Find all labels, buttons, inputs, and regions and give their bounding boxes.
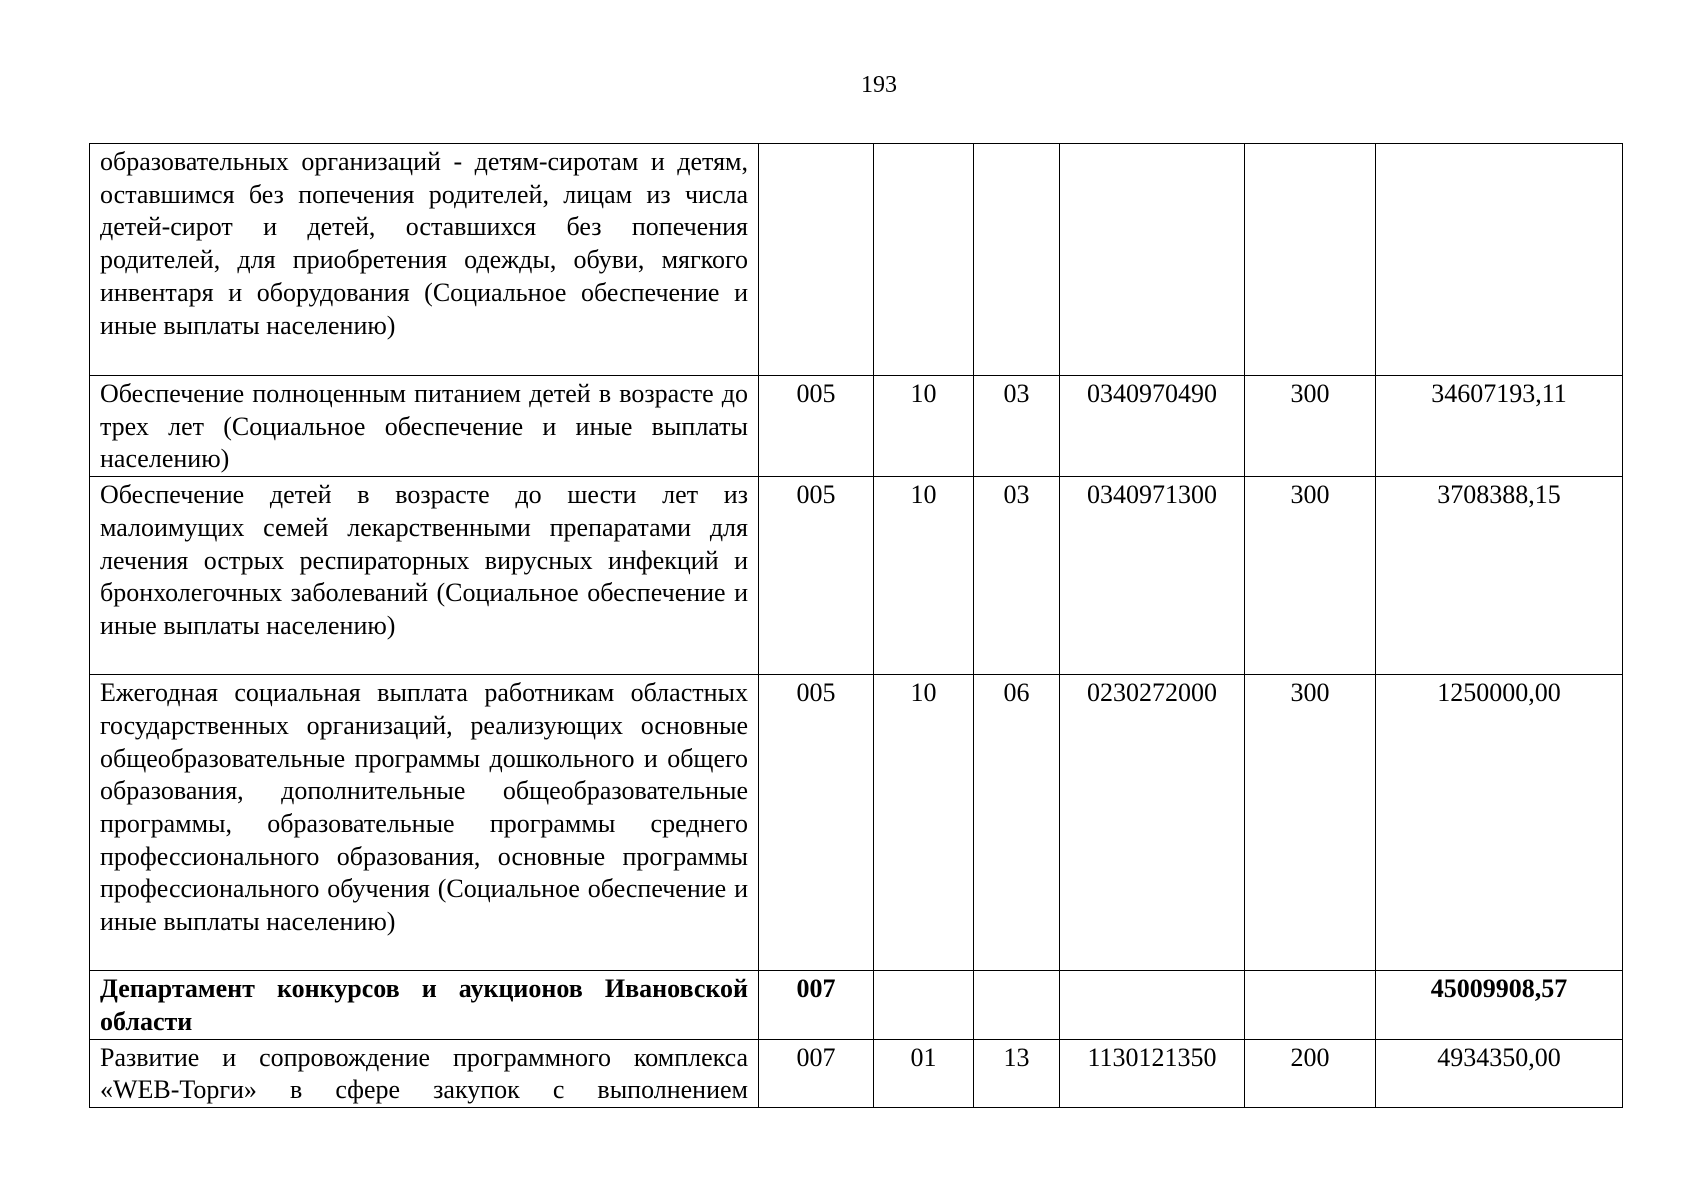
table-row	[90, 376, 1623, 477]
target-article-cell: 1130121350	[1060, 1039, 1245, 1107]
table-row	[90, 1039, 1623, 1107]
amount-cell: 4934350,00	[1376, 1039, 1623, 1107]
target-article-cell: 0340971300	[1060, 477, 1245, 675]
subsection-code-cell	[974, 971, 1060, 1039]
expense-type-cell	[1245, 971, 1376, 1039]
ved-code-cell	[759, 144, 874, 376]
row-description: Обеспечение полноценным питанием детей в возрасте до трех лет (Социальное обеспечение и иные выплаты населению)	[90, 376, 759, 477]
expense-type-cell: 300	[1245, 376, 1376, 477]
target-article-cell: 0230272000	[1060, 675, 1245, 971]
subsection-code-cell: 03	[974, 376, 1060, 477]
ved-code-cell: 005	[759, 675, 874, 971]
ved-code-cell: 007	[759, 971, 874, 1039]
section-code-cell	[874, 971, 974, 1039]
expense-type-cell: 200	[1245, 1039, 1376, 1107]
table-row	[90, 477, 1623, 675]
row-description: Обеспечение детей в возрасте до шести лет из малоимущих семей лекарственными препаратами для лечения острых респираторных вирусных инфекций и бронхолегочных заболеваний (Социальное обеспечение и иные выплаты населению)	[90, 477, 759, 675]
amount-cell	[1376, 144, 1623, 376]
subsection-code-cell: 03	[974, 477, 1060, 675]
budget-table	[89, 143, 1623, 1108]
target-article-cell	[1060, 144, 1245, 376]
amount-cell: 34607193,11	[1376, 376, 1623, 477]
section-code-cell	[874, 144, 974, 376]
subsection-code-cell: 06	[974, 675, 1060, 971]
ved-code-cell: 005	[759, 477, 874, 675]
amount-cell: 3708388,15	[1376, 477, 1623, 675]
expense-type-cell: 300	[1245, 477, 1376, 675]
ved-code-cell: 005	[759, 376, 874, 477]
table-row	[90, 675, 1623, 971]
row-description: Развитие и сопровождение программного комплекса «WEB-Торги» в сфере закупок с выполнением	[90, 1039, 759, 1107]
row-description: Ежегодная социальная выплата работникам областных государственных организаций, реализующих основные общеобразовательные программы дошкольного и общего образования, дополнительные общеобразовательные программы, образовательные программы среднего профессионального образования, основные программы профессионального обучения (Социальное обеспечение и иные выплаты населению)	[90, 675, 759, 971]
section-code-cell: 10	[874, 477, 974, 675]
section-code-cell: 10	[874, 376, 974, 477]
table-row	[90, 144, 1623, 376]
ved-code-cell: 007	[759, 1039, 874, 1107]
section-code-cell: 10	[874, 675, 974, 971]
amount-cell: 1250000,00	[1376, 675, 1623, 971]
expense-type-cell	[1245, 144, 1376, 376]
row-description: Департамент конкурсов и аукционов Ивановской области	[90, 971, 759, 1039]
table-row	[90, 971, 1623, 1039]
row-description: образовательных организаций - детям-сиротам и детям, оставшимся без попечения родителей, лицам из числа детей-сирот и детей, оставшихся без попечения родителей, для приобретения одежды, обуви, мягкого инвентаря и оборудования (Социальное обеспечение и иные выплаты населению)	[90, 144, 759, 376]
expense-type-cell: 300	[1245, 675, 1376, 971]
page-number: 193	[861, 72, 897, 98]
subsection-code-cell	[974, 144, 1060, 376]
section-code-cell: 01	[874, 1039, 974, 1107]
subsection-code-cell: 13	[974, 1039, 1060, 1107]
target-article-cell	[1060, 971, 1245, 1039]
target-article-cell: 0340970490	[1060, 376, 1245, 477]
amount-cell: 45009908,57	[1376, 971, 1623, 1039]
